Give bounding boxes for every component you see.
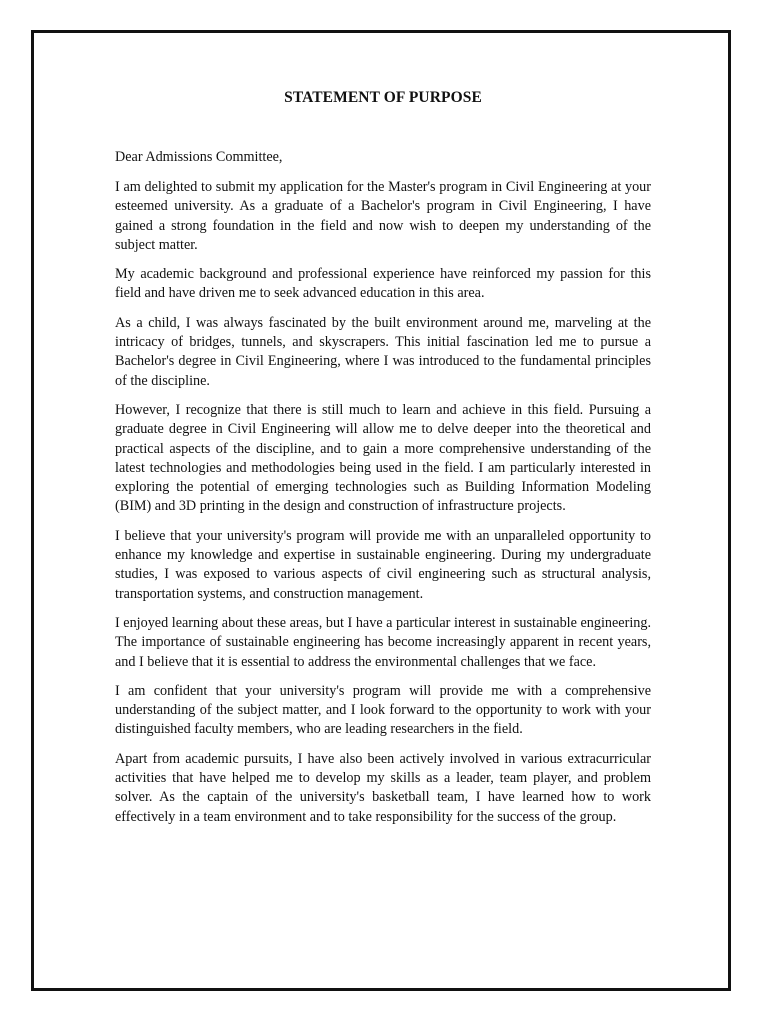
paragraph-program-fit: I believe that your university's program will provide me with an unparalleled opportunity to enhance my knowledge and expertise in sustainable engineering. During my undergraduate studies, I was exposed to various aspects of civil engineering such as structural analysis, transportation systems, and construction management. — [115, 527, 651, 602]
document-body — [115, 88, 651, 837]
paragraph-graduate-goals: However, I recognize that there is still much to learn and achieve in this field. Pursuing a graduate degree in Civil Engineering will allow me to delve deeper into the theoretical and practical aspects of the discipline, and to gain a more comprehensive understanding of the latest technologies and methodologies being used in the field. I am particularly interested in exploring the potential of emerging technologies such as Building Information Modeling (BIM) and 3D printing in the design and construction of infrastructure projects. — [115, 401, 651, 515]
paragraph-background: My academic background and professional experience have reinforced my passion for this field and have driven me to seek advanced education in this area. — [115, 266, 651, 302]
salutation: Dear Admissions Committee, — [115, 149, 283, 165]
document-title: STATEMENT OF PURPOSE — [284, 89, 482, 106]
paragraph-childhood: As a child, I was always fascinated by the built environment around me, marveling at the intricacy of bridges, tunnels, and skyscrapers. This initial fascination led me to pursue a Bachelor's degree in Civil Engineering, where I was introduced to the fundamental principles of the discipline. — [115, 314, 651, 389]
paragraph-faculty: I am confident that your university's program will provide me with a comprehensive understanding of the subject matter, and I look forward to the opportunity to work with your distinguished faculty members, who are leading researchers in the field. — [115, 682, 651, 738]
paragraph-extracurricular: Apart from academic pursuits, I have also been actively involved in various extracurricular activities that have helped me to develop my skills as a leader, team player, and problem solver. As the captain of the university's basketball team, I have learned how to work effectively in a team environment and to take responsibility for the success of the group. — [115, 750, 651, 825]
paragraph-sustainability: I enjoyed learning about these areas, but I have a particular interest in sustainable engineering. The importance of sustainable engineering has become increasingly apparent in recent years, and I believe that it is essential to address the environmental challenges that we face. — [115, 614, 651, 670]
paragraph-intro: I am delighted to submit my application for the Master's program in Civil Engineering at your esteemed university. As a graduate of a Bachelor's program in Civil Engineering, I have gained a strong foundation in the field and now wish to deepen my understanding of the subject matter. — [115, 179, 651, 253]
